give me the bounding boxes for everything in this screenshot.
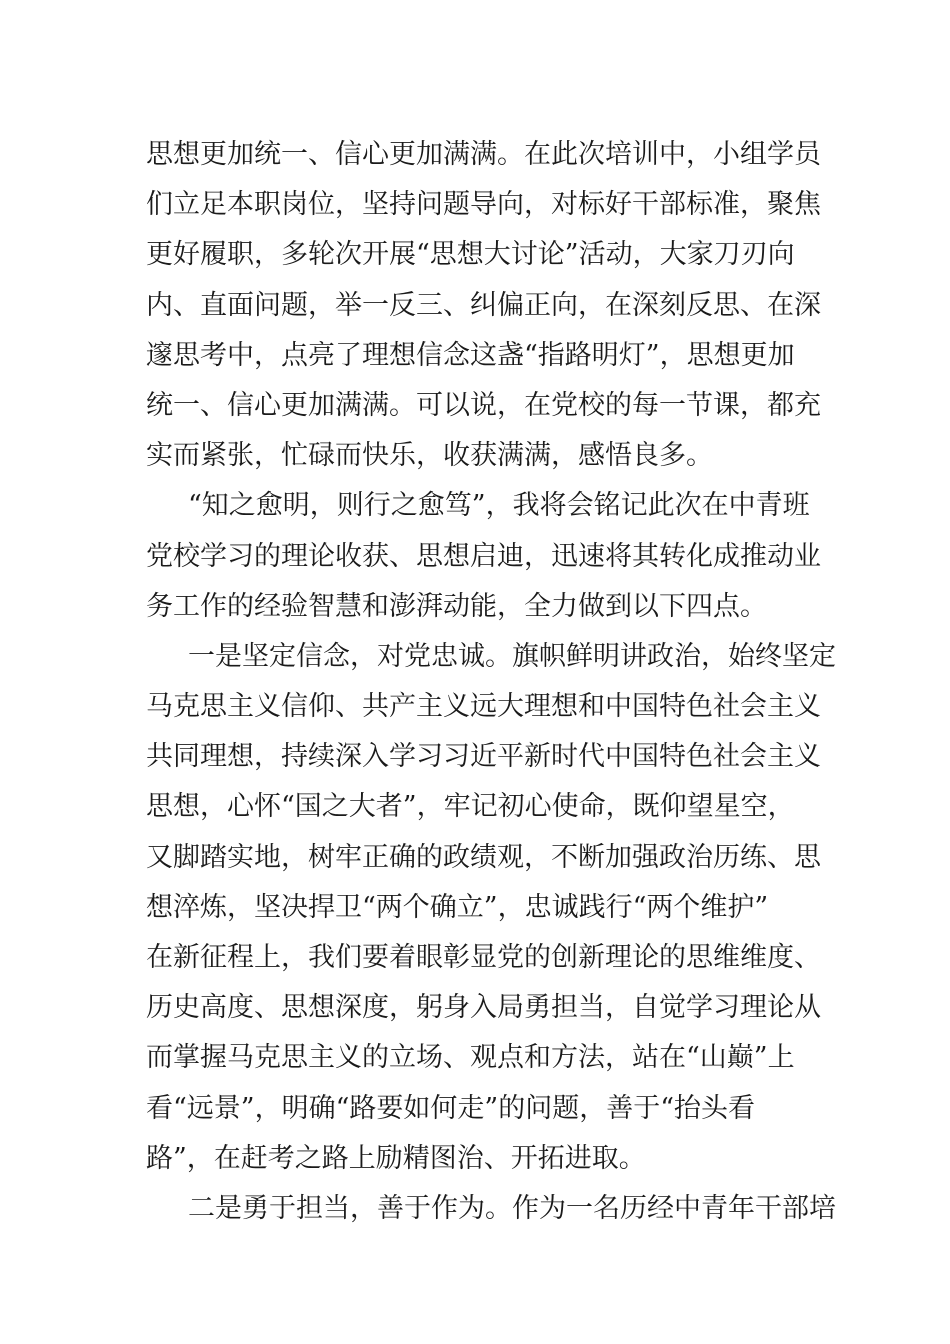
text-line: 内、直面问题，举一反三、纠偏正向，在深刻反思、在深 (146, 289, 821, 321)
text-line: 邃思考中，点亮了理想信念这盏“指路明灯”，思想更加 (146, 339, 795, 371)
text-line: 思想更加统一、信心更加满满。在此次培训中，小组学员 (146, 139, 821, 170)
text-line: 实而紧张，忙碌而快乐，收获满满，感悟良多。 (146, 440, 713, 472)
text-line: 务工作的经验智慧和澎湃动能，全力做到以下四点。 (146, 590, 767, 622)
body-text (146, 130, 836, 1234)
text-line: 思想，心怀“国之大者”，牢记初心使命，既仰望星空， (146, 791, 795, 823)
text-line: 共同理想，持续深入学习习近平新时代中国特色社会主义 (146, 741, 821, 773)
text-line: 而掌握马克思主义的立场、观点和方法，站在“山巅”上 (146, 1042, 795, 1074)
text-line: 党校学习的理论收获、思想启迪，迅速将其转化成推动业 (146, 540, 821, 572)
text-line: 看“远景”，明确“路要如何走”的问题，善于“抬头看 (146, 1092, 756, 1124)
paragraph-start-line: “知之愈明，则行之愈笃”，我将会铭记此次在中青班 (188, 490, 810, 522)
text-line: 想淬炼，坚决捍卫“两个确立”，忠诚践行“两个维护” (146, 891, 769, 923)
text-line: 在新征程上，我们要着眼彰显党的创新理论的思维维度、 (146, 942, 821, 973)
text-line: 马克思主义信仰、共产主义远大理想和中国特色社会主义 (146, 691, 821, 723)
text-line: 又脚踏实地，树牢正确的政绩观，不断加强政治历练、思 (146, 841, 821, 873)
text-line: 们立足本职岗位，坚持问题导向，对标好干部标准，聚焦 (146, 189, 821, 221)
paragraph-start-line: 二是勇于担当，善于作为。作为一名历经中青年干部培 (188, 1192, 836, 1224)
text-line: 历史高度、思想深度，躬身入局勇担当，自觉学习理论从 (146, 992, 821, 1024)
paragraph-start-line: 一是坚定信念，对党忠诚。旗帜鲜明讲政治，始终坚定 (188, 640, 836, 672)
text-line: 路”，在赶考之路上励精图治、开拓进取。 (146, 1142, 646, 1174)
text-line: 统一、信心更加满满。可以说，在党校的每一节课，都充 (146, 389, 821, 421)
text-line: 更好履职，多轮次开展“思想大讨论”活动，大家刀刃向 (146, 239, 795, 271)
